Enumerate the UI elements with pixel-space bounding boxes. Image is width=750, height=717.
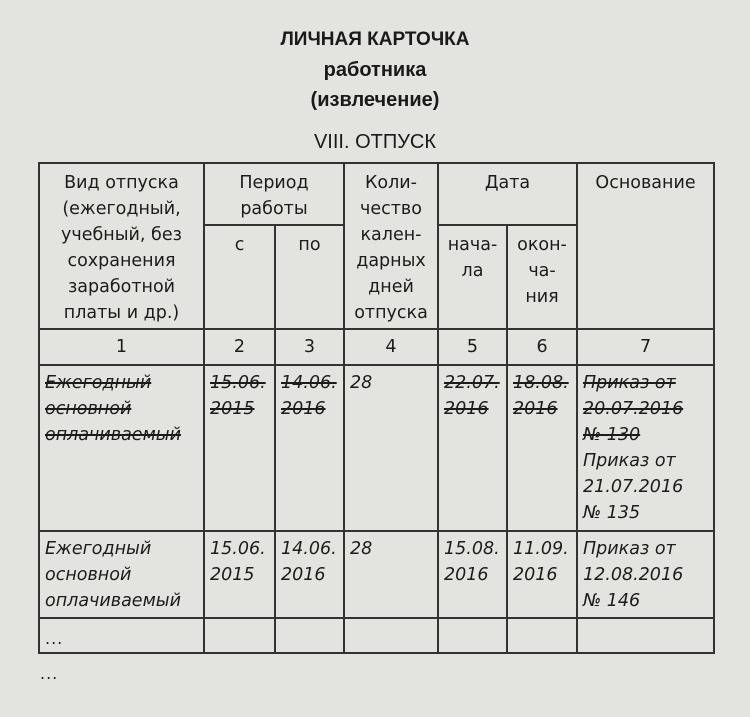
empty-cell (577, 618, 714, 653)
cell-period-to: 14.06. 2016 (275, 365, 344, 531)
header-period-from: с (204, 225, 275, 329)
empty-cell (507, 618, 577, 653)
cell-date-end: 11.09. 2016 (507, 531, 577, 618)
header-basis: Основание (577, 163, 714, 329)
cell-basis: Приказ от 20.07.2016 № 130 Приказ от 21.07.2016 № 135 (577, 365, 714, 531)
cell-ellipsis: ... (39, 618, 204, 653)
column-number: 7 (577, 329, 714, 365)
basis-cancelled: Приказ от (583, 373, 676, 393)
document-title: ЛИЧНАЯ КАРТОЧКА (280, 29, 470, 50)
header-days-count: Коли- чество кален- дарных дней отпуска (344, 163, 438, 329)
section-title: VIII. ОТПУСК (313, 131, 437, 153)
header-date-end: окон- ча- ния (507, 225, 577, 329)
cell-period-from: 15.06. 2015 (204, 531, 275, 618)
continuation-ellipsis: ... (40, 664, 59, 683)
column-number: 6 (507, 329, 577, 365)
table-row-cancelled (39, 365, 714, 531)
cell-basis: Приказ от 12.08.2016 № 146 (577, 531, 714, 618)
header-date-start: нача- ла (438, 225, 507, 329)
document-subtitle: работника (323, 59, 427, 81)
cell-period-from: 15.06. 2015 (204, 365, 275, 531)
cell-days: 28 (344, 365, 438, 531)
cell-vacation-type: Ежегодный основной оплачиваемый (39, 531, 204, 618)
document-subtitle-note: (извлечение) (310, 89, 440, 111)
empty-cell (438, 618, 507, 653)
table-row-ellipsis (39, 618, 714, 653)
empty-cell (344, 618, 438, 653)
column-number: 4 (344, 329, 438, 365)
cell-date-start: 22.07. 2016 (438, 365, 507, 531)
column-numbers-row (39, 329, 714, 365)
empty-cell (204, 618, 275, 653)
cell-vacation-type: Ежегодный основной оплачиваемый (39, 365, 204, 531)
cell-date-end: 18.08. 2016 (507, 365, 577, 531)
header-vacation-type: Вид отпуска (ежегодный, учебный, без сохранения заработной платы и др.) (39, 163, 204, 329)
table-row (39, 531, 714, 618)
column-number: 5 (438, 329, 507, 365)
column-number: 2 (204, 329, 275, 365)
cell-date-start: 15.08. 2016 (438, 531, 507, 618)
basis-corrected: Приказ от (583, 451, 676, 471)
header-period-to: по (275, 225, 344, 329)
vacation-table (38, 162, 715, 654)
header-date: Дата (438, 163, 577, 225)
column-number: 1 (39, 329, 204, 365)
cell-days: 28 (344, 531, 438, 618)
header-work-period: Период работы (204, 163, 344, 225)
column-number: 3 (275, 329, 344, 365)
cell-period-to: 14.06. 2016 (275, 531, 344, 618)
empty-cell (275, 618, 344, 653)
